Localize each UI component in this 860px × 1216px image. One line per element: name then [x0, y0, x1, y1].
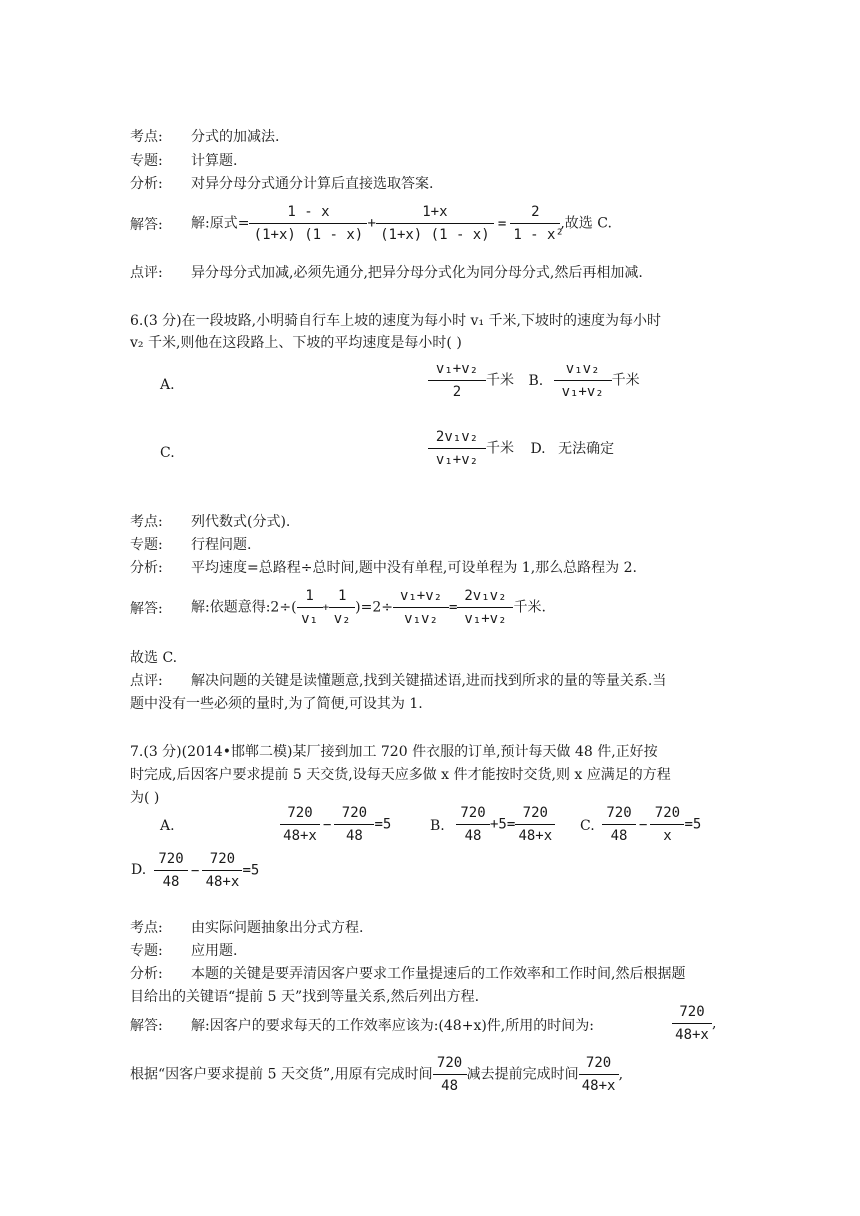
- jieda-suffix: ,故选 C.: [560, 215, 612, 232]
- zhuanti-label: 专题:: [130, 537, 163, 553]
- denominator: v₁+v₂: [457, 607, 513, 628]
- fenxi-text: 平均速度=总路程÷总时间,题中没有单程,可设单程为 1,那么总路程为 2.: [191, 560, 637, 576]
- q6-guxuan: 故选 C.: [130, 650, 178, 666]
- fraction: [202, 850, 242, 891]
- denominator: 48: [433, 1074, 467, 1095]
- fraction: [428, 428, 486, 469]
- fraction: [456, 804, 490, 845]
- denominator: v₁: [297, 607, 323, 628]
- numerator: 720: [654, 805, 681, 821]
- fraction: [554, 360, 612, 401]
- jieda-label: 解答:: [130, 217, 163, 233]
- numerator: 720: [436, 1055, 463, 1071]
- fenxi-label: 分析:: [130, 966, 163, 982]
- numerator: 720: [585, 1055, 612, 1071]
- zhuanti-text: 应用题.: [191, 943, 238, 959]
- q7-option-d: [154, 850, 259, 891]
- numerator: 1: [337, 588, 347, 604]
- jieda-prefix: 解:依题意得:2÷(: [191, 599, 297, 616]
- denominator: 1 - x²: [510, 223, 560, 244]
- fraction: [393, 587, 449, 628]
- zhuanti-label: 专题:: [130, 943, 163, 959]
- denominator: 48+x: [579, 1074, 619, 1095]
- q7-option-b-label: B.: [430, 818, 445, 834]
- q6-stem-line1: 6.(3 分)在一段坡路,小明骑自行车上坡的速度为每小时 v₁ 千米,下坡时的速度为每小时: [130, 313, 661, 329]
- fraction: [334, 804, 374, 845]
- numerator: 1 - x: [287, 204, 330, 220]
- denominator: 48+x: [280, 824, 320, 845]
- denominator: v₂: [329, 607, 355, 628]
- rhs: =5: [242, 862, 260, 879]
- fraction: [433, 1054, 467, 1095]
- zhuanti-text: 行程问题.: [191, 537, 252, 553]
- denominator: 48: [334, 824, 374, 845]
- denominator: (1+x) (1 - x): [249, 223, 367, 244]
- minus-sign: −: [323, 816, 332, 833]
- q7-stem-line1: 7.(3 分)(2014•邯郸二模)某厂接到加工 720 件衣服的订单,预计每天做 48 件,正好按: [130, 744, 658, 760]
- jieda-label: 解答:: [130, 601, 163, 617]
- q7-option-c-label: C.: [580, 818, 595, 834]
- rhs: =5: [684, 816, 702, 833]
- kaodian-label: 考点:: [130, 514, 163, 530]
- fenxi-text: 本题的关键是要弄清因客户要求工作量提速后的工作效率和工作时间,然后根据题: [191, 966, 686, 982]
- denominator: 2: [428, 380, 486, 401]
- fraction: [457, 587, 513, 628]
- numerator: 720: [209, 851, 236, 867]
- dianping-text: 解决问题的关键是读懂题意,找到关键描述语,进而找到所求的量的等量关系.当: [191, 673, 667, 689]
- numerator: 720: [460, 805, 486, 821]
- comma: ,: [712, 1015, 717, 1032]
- q7-stem-line2: 时完成,后因客户要求提前 5 天交货,设每天应多做 x 件才能按时交货,则 x 应满足的方程: [130, 767, 671, 783]
- fenxi-label: 分析:: [130, 560, 163, 576]
- jieda-line2-end: ,: [618, 1066, 624, 1083]
- jieda-suffix: 千米.: [513, 599, 546, 616]
- rhs: =5: [374, 816, 392, 833]
- jieda-line2-mid: 减去提前完成时间: [466, 1066, 579, 1083]
- numerator: 720: [341, 805, 368, 821]
- fraction: [650, 804, 684, 845]
- q6-option-b-label: B.: [528, 372, 544, 389]
- kaodian-text: 列代数式(分式).: [191, 514, 291, 530]
- fraction: [579, 1054, 619, 1095]
- q7-option-b: [456, 804, 555, 845]
- equals-sign: =: [449, 599, 458, 616]
- q7-jieda-f1: [672, 1003, 716, 1044]
- minus-sign: −: [191, 862, 200, 879]
- denominator: 48+x: [202, 870, 242, 891]
- denominator: (1+x) (1 - x): [376, 223, 494, 244]
- denominator: x: [650, 824, 684, 845]
- unit: 千米: [611, 372, 640, 389]
- jieda-prefix: 解:原式=: [191, 215, 250, 232]
- numerator: v₁+v₂: [435, 361, 479, 377]
- fraction: [602, 804, 636, 845]
- denominator: 48: [456, 824, 490, 845]
- numerator: 1+x: [422, 204, 448, 220]
- q7-option-c: [602, 804, 701, 845]
- numerator: 2v₁v₂: [435, 429, 479, 445]
- jieda-line2-prefix: 根据“因客户要求提前 5 天交货”,用原有完成时间: [130, 1066, 433, 1083]
- q7-option-a-label: A.: [160, 818, 175, 834]
- fraction: [329, 587, 355, 628]
- unit: 千米: [486, 372, 514, 389]
- q7-option-d-label: D.: [131, 862, 147, 878]
- denominator: v₁+v₂: [428, 448, 486, 469]
- q6-jieda-formula: [191, 587, 546, 628]
- fraction: [249, 203, 367, 244]
- plus-sign: +: [367, 215, 376, 232]
- numerator: 720: [522, 805, 548, 821]
- zhuanti-label: 专题:: [130, 153, 163, 169]
- q7-jieda-line2: [130, 1054, 623, 1095]
- denominator: 48: [154, 870, 188, 891]
- minus-sign: −: [639, 816, 648, 833]
- zhuanti-text: 计算题.: [191, 153, 238, 169]
- kaodian-label: 考点:: [130, 920, 163, 936]
- q7-fenxi-line2: 目给出的关键语“提前 5 天”找到等量关系,然后列出方程.: [130, 989, 480, 1005]
- fraction: [672, 1003, 712, 1044]
- numerator: 1: [305, 588, 314, 604]
- q6-dianping-line2: 题中没有一些必须的量时,为了简便,可设其为 1.: [130, 696, 423, 712]
- dianping-text: 异分母分式加减,必须先通分,把异分母分式化为同分母分式,然后再相加减.: [191, 265, 643, 281]
- q6-option-c-label: C.: [160, 445, 175, 461]
- jieda-mid: )=2÷: [355, 599, 394, 616]
- jieda-line1: 解:因客户的要求每天的工作效率应该为:(48+x)件,所用的时间为:: [191, 1018, 594, 1034]
- denominator: v₁v₂: [393, 607, 449, 628]
- fraction: [297, 587, 323, 628]
- q5-jieda-formula: [191, 203, 612, 244]
- jieda-label: 解答:: [130, 1018, 163, 1034]
- numerator: 2v₁v₂: [464, 588, 507, 604]
- kaodian-label: 考点:: [130, 129, 163, 145]
- unit: 千米: [486, 440, 514, 457]
- numerator: v₁v₂: [565, 361, 600, 377]
- numerator: 720: [606, 805, 632, 821]
- kaodian-text: 由实际问题抽象出分式方程.: [191, 920, 364, 936]
- q7-stem-line3: 为( ): [130, 790, 160, 806]
- dianping-label: 点评:: [130, 673, 163, 689]
- denominator: v₁+v₂: [554, 380, 612, 401]
- numerator: 720: [287, 805, 313, 821]
- q6-option-c: [428, 428, 614, 469]
- fraction: [515, 804, 555, 845]
- fraction: [428, 360, 486, 401]
- plus-sign: +: [322, 600, 330, 614]
- fraction: [280, 804, 320, 845]
- kaodian-text: 分式的加减法.: [191, 129, 280, 145]
- q7-option-a: [280, 804, 391, 845]
- fraction: [510, 203, 564, 244]
- numerator: 2: [531, 204, 540, 220]
- dianping-label: 点评:: [130, 265, 163, 281]
- numerator: 720: [679, 1004, 705, 1020]
- q6-option-a: [428, 360, 640, 401]
- denominator: 48+x: [672, 1023, 712, 1044]
- denominator: 48: [602, 824, 636, 845]
- fenxi-text: 对异分母分式通分计算后直接选取答案.: [191, 176, 434, 192]
- fraction: [154, 850, 188, 891]
- q6-option-a-label: A.: [160, 377, 175, 393]
- numerator: v₁+v₂: [399, 588, 443, 604]
- numerator: 720: [158, 851, 184, 867]
- denominator: 48+x: [515, 824, 555, 845]
- q6-option-d-text: 无法确定: [558, 440, 615, 457]
- fraction: [376, 203, 494, 244]
- q6-option-d-label: D.: [530, 440, 546, 457]
- q6-stem-line2: v₂ 千米,则他在这段路上、下坡的平均速度是每小时( ): [130, 335, 462, 351]
- equals-sign: =: [497, 215, 507, 232]
- operator: +5=: [490, 816, 516, 833]
- fenxi-label: 分析:: [130, 176, 163, 192]
